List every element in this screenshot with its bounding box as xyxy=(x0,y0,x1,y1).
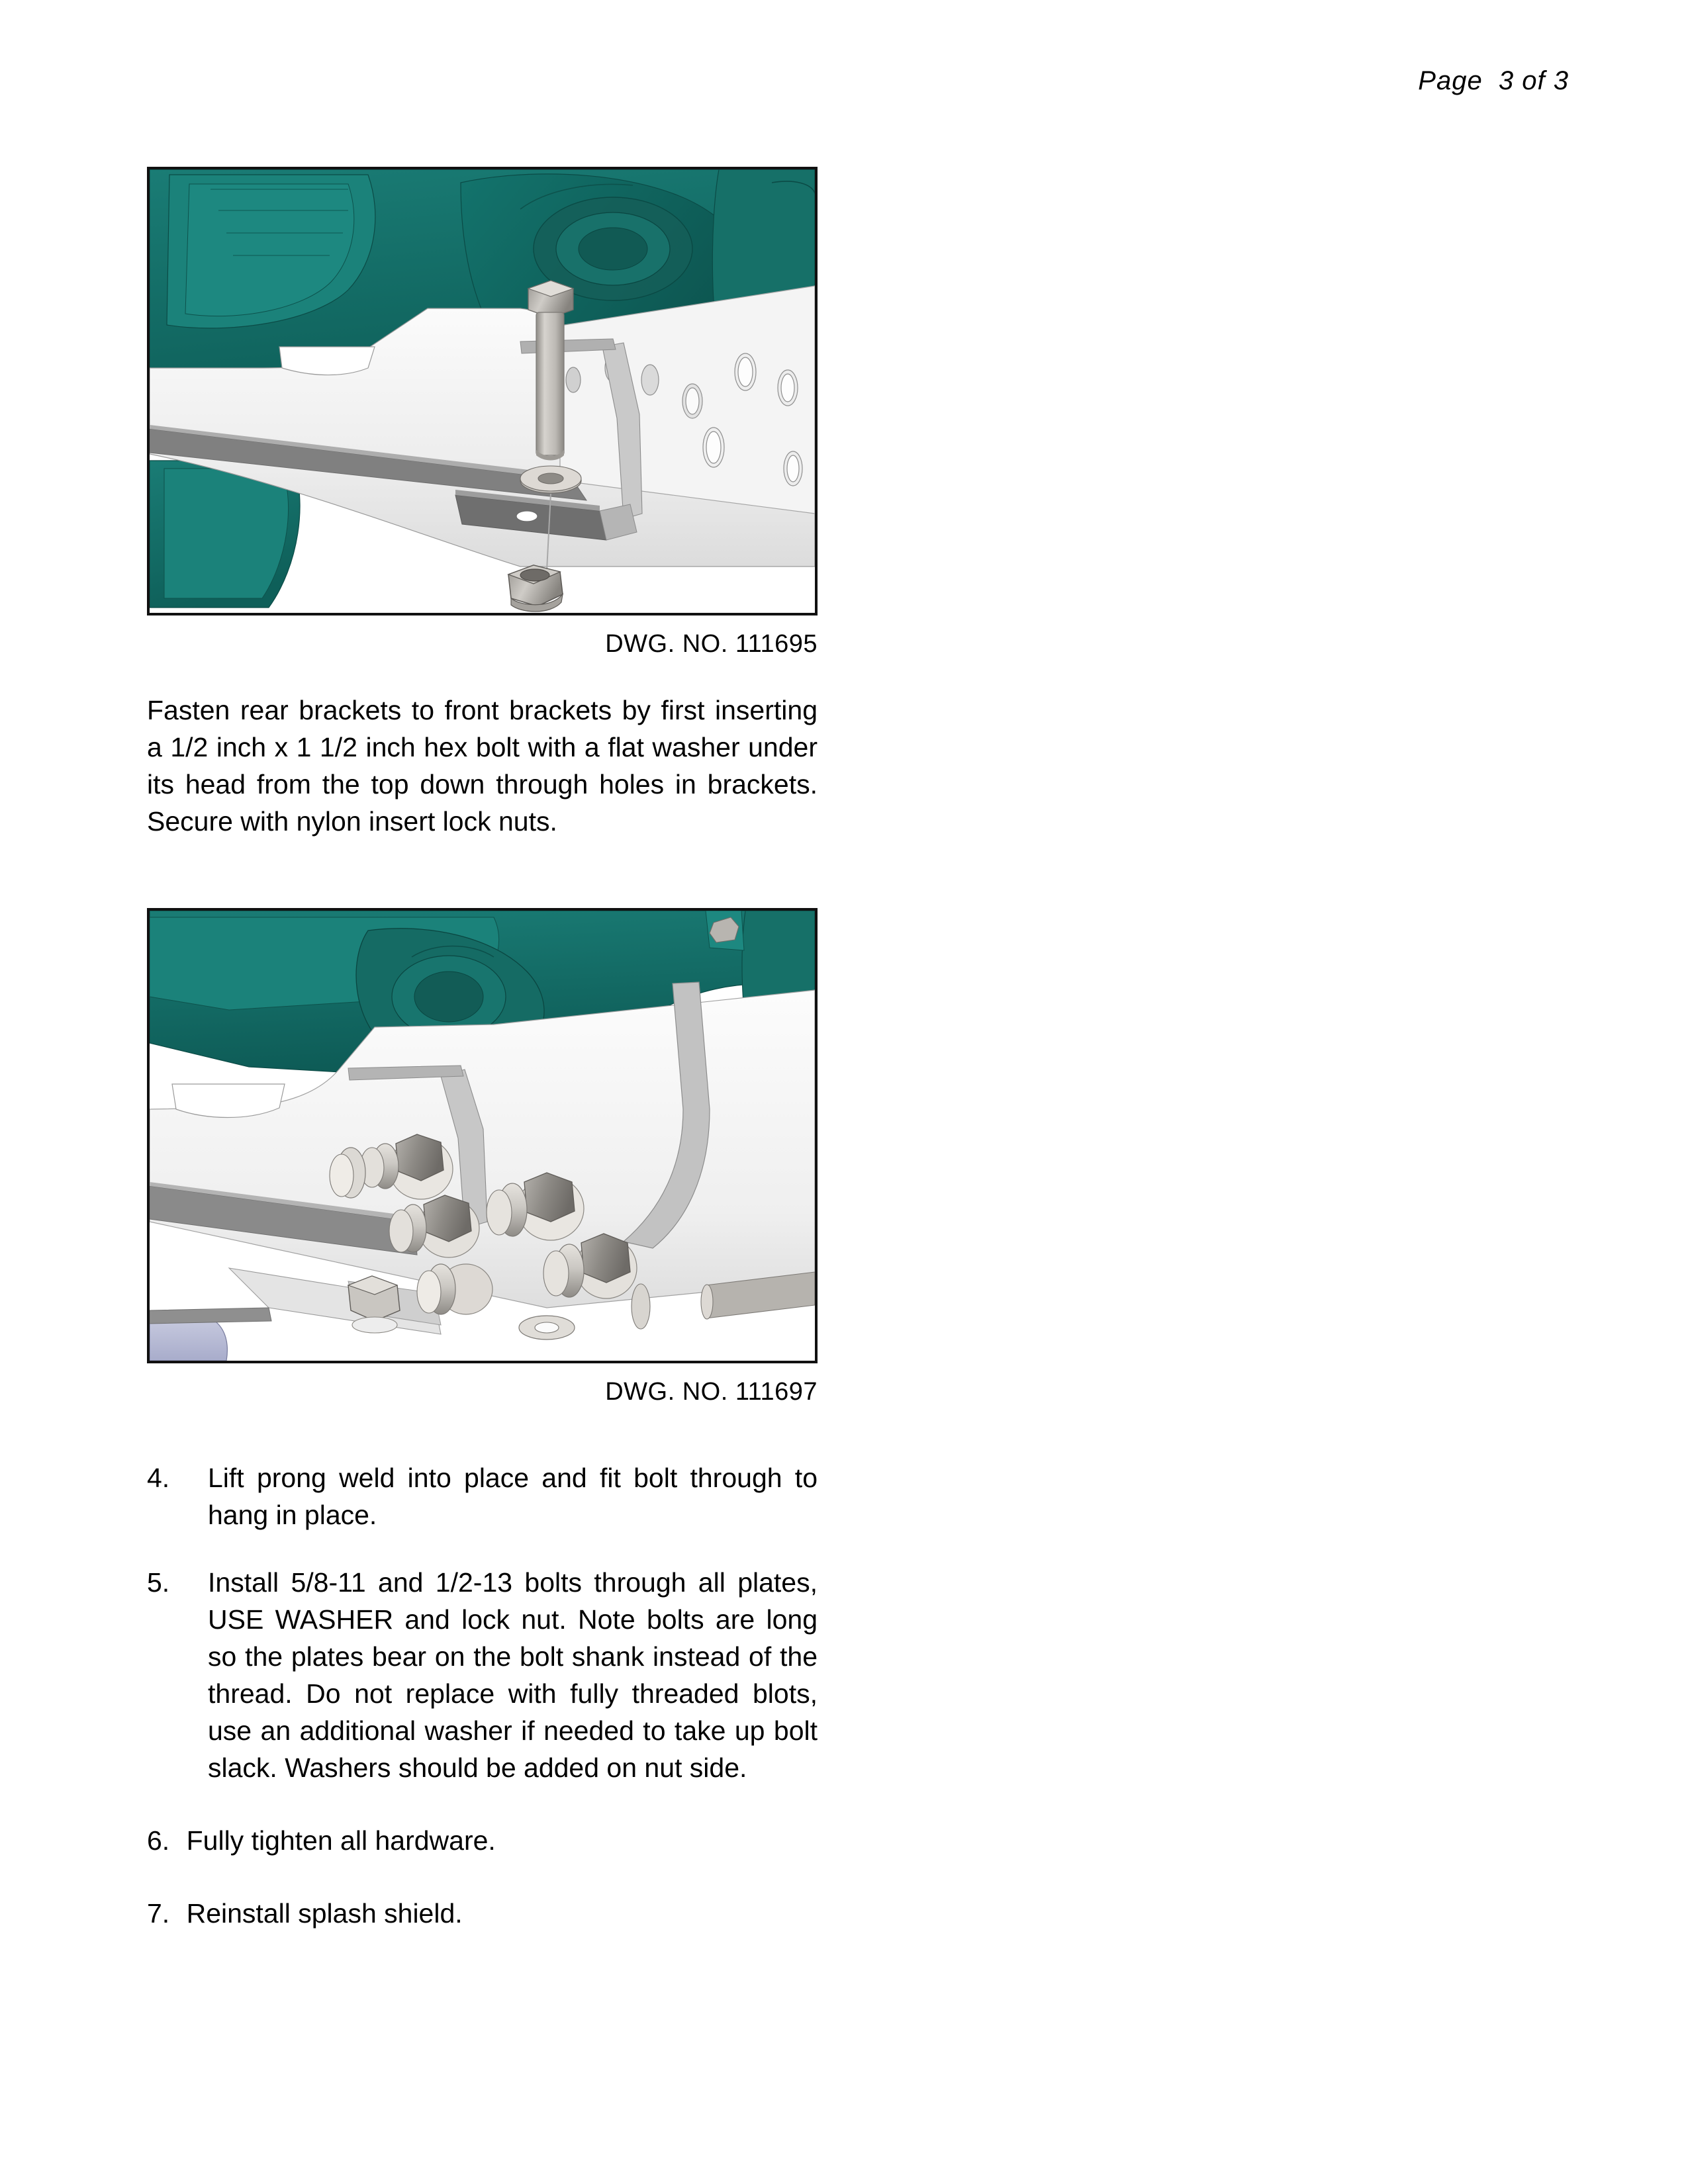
intro-paragraph: Fasten rear brackets to front brackets by first inserting a 1/2 inch x 1 1/2 inch hex bolt with a flat washer under its head from the top down through holes in brackets. Secure with nylon insert lock nuts. xyxy=(147,695,818,837)
step-number-6: 6. xyxy=(147,1825,170,1856)
figure-111697 xyxy=(147,908,818,1406)
hex-lock-nut xyxy=(508,565,563,612)
step-number-4: 4. xyxy=(147,1463,170,1493)
step-number-7: 7. xyxy=(147,1898,170,1929)
step-text-6: Fully tighten all hardware. xyxy=(186,1825,496,1856)
cad-illustration-exploded-bracket xyxy=(150,169,815,613)
step-item-4 xyxy=(147,1459,818,1533)
page-number-header: Page 3 of 3 xyxy=(1418,66,1569,95)
figure-111697-caption: DWG. NO. 111697 xyxy=(605,1378,818,1406)
figure-111697-frame xyxy=(147,908,818,1363)
flat-washer xyxy=(520,466,581,493)
step-number-5: 5. xyxy=(147,1567,170,1598)
procedure-step-list xyxy=(147,1459,818,1962)
step-item-5 xyxy=(147,1564,818,1786)
figure-111695-caption: DWG. NO. 111695 xyxy=(605,630,818,658)
step-item-7 xyxy=(147,1895,818,1932)
step-text-4: Lift prong weld into place and fit bolt through to hang in place. xyxy=(208,1463,818,1530)
step-item-6 xyxy=(147,1822,818,1859)
figure-111695-frame xyxy=(147,167,818,615)
lavender-component xyxy=(150,1320,227,1361)
figure-111695 xyxy=(147,167,818,659)
step-text-7: Reinstall splash shield. xyxy=(186,1898,463,1929)
cad-illustration-assembled-bolts xyxy=(150,911,815,1361)
step-text-5: Install 5/8-11 and 1/2-13 bolts through all plates, USE WASHER and lock nut. Note bolts are long so the plates bear on the bolt shank instead of the thread. Do not replace with fully threaded blots, use an additional washer if needed to take up bolt slack. Washers should be added on nut side. xyxy=(208,1567,818,1783)
